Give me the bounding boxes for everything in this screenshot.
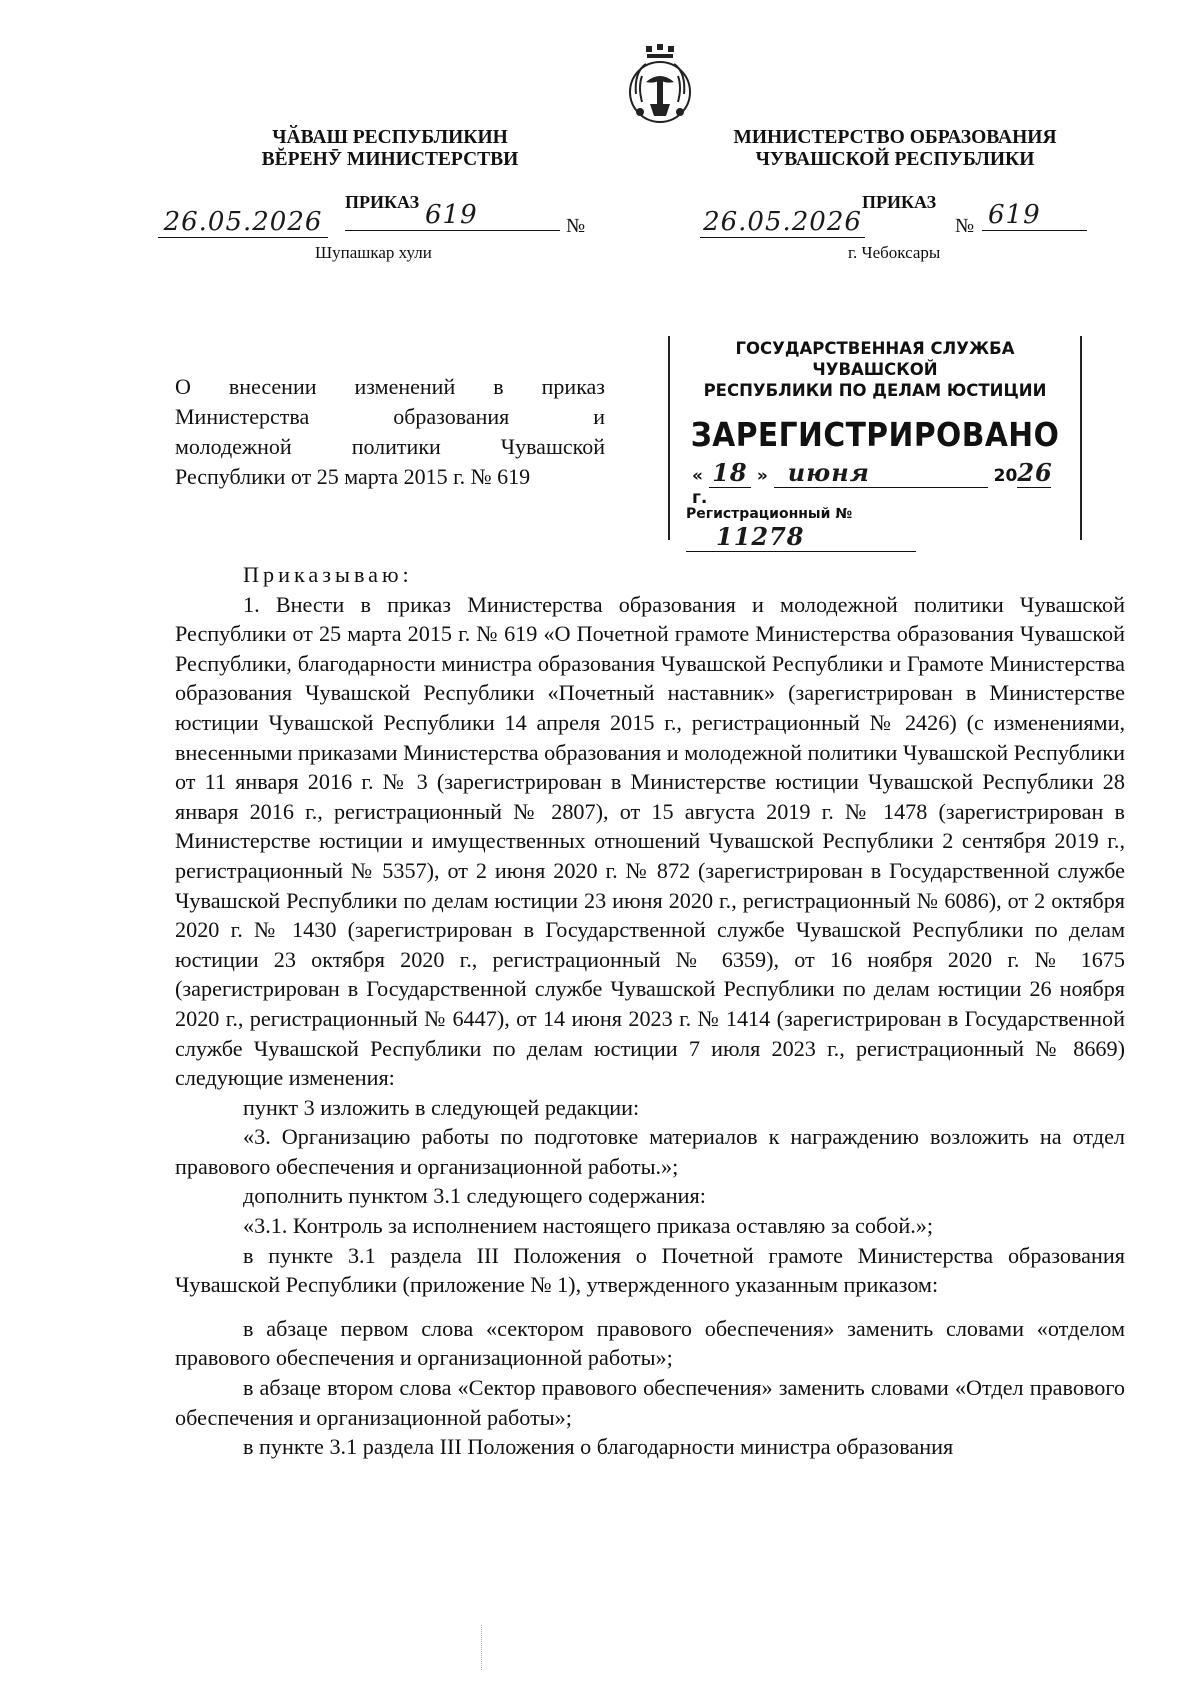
subject-line-2: Министерства образования и <box>175 404 605 429</box>
body-paragraph-1: 1. Внести в приказ Министерства образования и молодежной политики Чувашской Республики от 25 марта 2015 г. № 619 «О Почетной грамоте Министерства образования Чувашской Республики, благодарности министра образования Чувашской Республики и Грамоте Министерства образования Чувашской Республики «Почетный наставник» (зарегистрирован в Министерстве юстиции Чувашской Республики 14 апреля 2015 г., регистрационный № 2426) (с изменениями, внесенными приказами Министерства образования и молодежной политики Чувашской Республики от 11 января 2016 г. № 3 (зарегистрирован в Министерстве юстиции Чувашской Республики 28 января 2016 г., регистрационный № 2807), от 15 августа 2019 г. № 1478 (зарегистрирован в Министерстве юстиции и имущественных отношений Чувашской Республики 2 сентября 2019 г., регистрационный № 5357), от 2 июня 2020 г. № 872 (зарегистрирован в Государственной службе Чувашской Республики по делам юстиции 23 июня 2020 г., регистрационный № 6086), от 2 октября 2020 г. № 1430 (зарегистрирован в Государственной службе Чувашской Республики по делам юстиции 23 октября 2020 г., регистрационный № 6359), от 16 ноября 2020 г. № 1675 (зарегистрирован в Государственной службе Чувашской Республики по делам юстиции 26 ноября 2020 г., регистрационный № 6447), от 14 июня 2023 г. № 1414 (зарегистрирован в Государственной службе Чувашской Республики по делам юстиции 7 июля 2023 г., регистрационный № 8669) следующие изменения: <box>175 591 1125 1091</box>
body-paragraph-7: в абзаце первом слова «сектором правового обеспечения» заменить словами «отделом правового обеспечения и организационной работы»; <box>175 1315 1125 1371</box>
coat-of-arms-emblem <box>616 42 704 130</box>
number-sign-left: № <box>566 215 586 237</box>
stamp-reg-label: Регистрационный № <box>686 506 853 522</box>
stamp-month: июня <box>774 458 988 488</box>
subject-line-3: молодежной политики Чувашской <box>175 434 605 459</box>
stamp-year-prefix: 20 <box>993 466 1018 486</box>
stamp-org-name <box>670 338 1080 401</box>
stamp-quote-close: » <box>756 466 768 486</box>
stamp-reg-row <box>686 506 1066 552</box>
body-paragraph-8: в абзаце втором слова «Сектор правового обеспечения» заменить словами «Отдел правового обеспечения и организационной работы»; <box>175 1375 1125 1430</box>
number-sign-right: № <box>955 215 975 237</box>
order-date-right: 26.05.2026 <box>700 207 865 238</box>
body-paragraph-6: в пункте 3.1 раздела III Положения о Почетной грамоте Министерства образования Чувашской Республики (приложение № 1), утвержденного указанным приказом: <box>175 1242 1125 1298</box>
stamp-day: 18 <box>709 458 751 488</box>
subject-line-1: О внесении изменений в приказ <box>175 374 605 399</box>
order-subject <box>175 372 605 492</box>
order-number-right: 619 <box>982 200 1087 231</box>
stamp-reg-number: 11278 <box>686 522 916 552</box>
ministry-name-chuvash <box>200 127 580 171</box>
page-center-mark <box>481 1625 483 1670</box>
ministry-name-russian-line2: ЧУВАШСКОЙ РЕСПУБЛИКИ <box>755 149 1035 170</box>
order-date-left: 26.05.2026 <box>158 207 328 238</box>
stamp-status: ЗАРЕГИСТРИРОВАНО <box>690 415 1060 454</box>
ministry-name-russian-line1: МИНИСТЕРСТВО ОБРАЗОВАНИЯ <box>733 127 1057 148</box>
stamp-date-row <box>692 458 1072 508</box>
order-title-left: ПРИКАЗ <box>345 192 420 212</box>
order-number-left: 619 <box>345 200 560 231</box>
body-paragraph-3: «3. Организацию работы по подготовке материалов к награждению возложить на отдел правового обеспечения и организационной работы.»; <box>175 1124 1125 1179</box>
ministry-name-russian <box>720 127 1070 171</box>
prikazyvayu-heading: Приказываю: <box>243 562 413 587</box>
ministry-name-chuvash-line1: ЧӐВАШ РЕСПУБЛИКИН <box>272 127 508 148</box>
stamp-org-line2: РЕСПУБЛИКИ ПО ДЕЛАМ ЮСТИЦИИ <box>703 381 1047 400</box>
body-paragraph-2: пункт 3 изложить в следующей редакции: <box>243 1094 640 1120</box>
body-paragraph-4: дополнить пунктом 3.1 следующего содержания: <box>243 1183 706 1209</box>
stamp-year-g: г. <box>692 488 708 508</box>
subject-line-4: Республики от 25 марта 2015 г. № 619 <box>175 464 531 489</box>
order-title-right: ПРИКАЗ <box>862 192 937 212</box>
body-paragraph-9: в пункте 3.1 раздела III Положения о благодарности министра образования <box>243 1434 954 1460</box>
place-left: Шупашкар хули <box>315 243 432 262</box>
stamp-quote-open: « <box>692 466 703 486</box>
stamp-org-line1: ГОСУДАРСТВЕННАЯ СЛУЖБА ЧУВАШСКОЙ <box>735 339 1015 379</box>
place-right: г. Чебоксары <box>848 243 941 262</box>
body-paragraph-5: «3.1. Контроль за исполнением настоящего приказа оставляю за собой.»; <box>243 1213 934 1239</box>
registration-stamp <box>668 336 1082 551</box>
stamp-year-suffix: 26 <box>1017 458 1053 487</box>
ministry-name-chuvash-line2: ВĔРЕНӮ МИНИСТЕРСТВИ <box>261 149 519 170</box>
order-body <box>175 560 1125 1462</box>
